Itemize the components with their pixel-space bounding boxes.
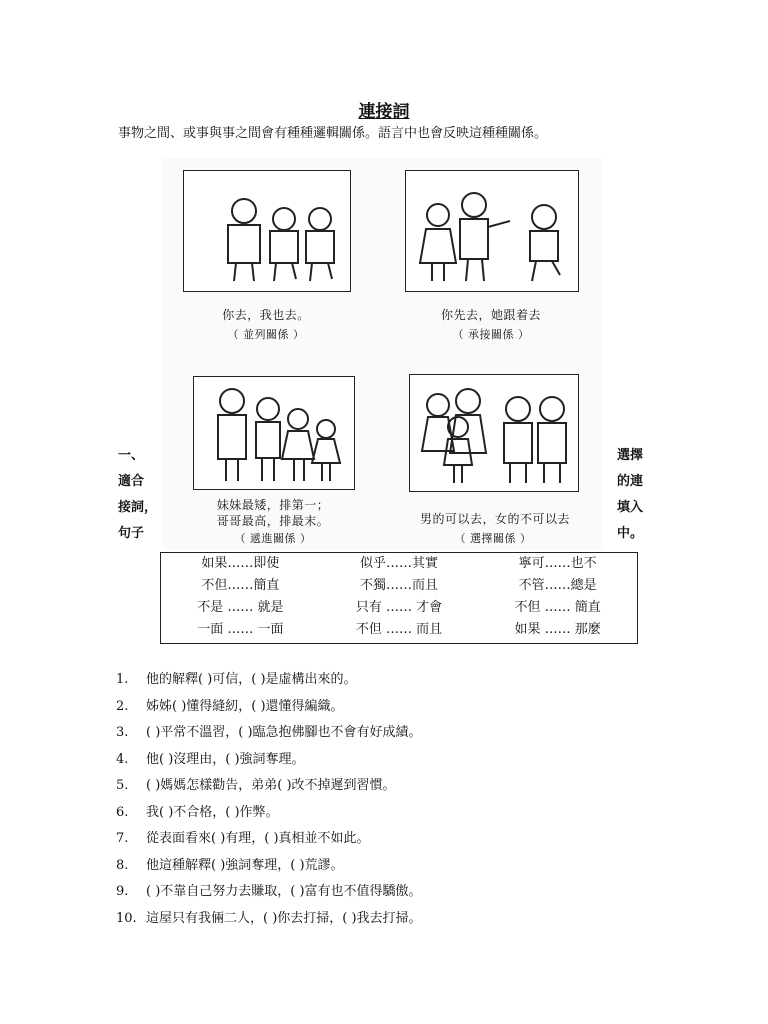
question-text: ( )平常不溫習，( )臨急抱佛腳也不會有好成績。 — [146, 725, 422, 740]
question-text: 他的解釋( )可信，( )是虛構出來的。 — [146, 672, 357, 687]
question-number: 4. — [116, 751, 129, 767]
question-text: 從表面看來( )有理，( )真相並不如此。 — [146, 831, 370, 846]
word-option: 不是 …… 就是 — [197, 600, 284, 615]
intro-text: 事物之間、或事與事之間會有種種邏輯關係。語言中也會反映這種種關係。 — [118, 126, 548, 141]
panel-parallel-caption: 你去，我也去。 — [222, 308, 310, 322]
question-text: 這屋只有我倆二人，( )你去打掃，( )我去打掃。 — [146, 910, 422, 926]
word-option: 寧可……也不 — [518, 556, 597, 571]
question-number: 10. — [116, 910, 137, 926]
panel-choice — [409, 374, 579, 492]
word-option: 不但 …… 而且 — [355, 622, 443, 637]
follow-drawing — [406, 171, 578, 291]
panel-parallel — [183, 170, 351, 292]
panel-parallel-label: （ 並列關係 ） — [227, 328, 305, 341]
question-item — [116, 720, 422, 747]
question-number: 2. — [116, 698, 129, 714]
question-text: 姊姊( )懂得縫紉，( )還懂得編織。 — [146, 698, 344, 714]
question-text: 我( )不合格，( )作弊。 — [146, 804, 279, 820]
question-item — [116, 879, 422, 906]
panel-sequential-label: （ 承接關係 ） — [452, 328, 530, 341]
relationship-illustration — [163, 158, 603, 550]
conjunction-word-box — [160, 552, 638, 644]
word-row — [161, 619, 637, 641]
word-option: 不但……簡直 — [201, 578, 280, 593]
question-item — [116, 906, 422, 933]
panel-progressive-label: （ 遞進關係 ） — [234, 532, 312, 545]
page-title: 連接詞 — [358, 102, 410, 122]
instruction-right-line: 中。 — [617, 526, 644, 541]
panel-sequential — [405, 170, 579, 292]
word-option: 不管……總是 — [518, 578, 597, 593]
question-item — [116, 694, 422, 721]
three-boys-drawing — [184, 171, 350, 291]
question-item — [116, 826, 422, 853]
word-option: 如果……即使 — [201, 556, 280, 571]
question-number: 6. — [116, 804, 129, 820]
question-item — [116, 747, 422, 774]
panel-sequential-caption: 你先去，她跟着去 — [440, 308, 541, 322]
question-item — [116, 667, 422, 694]
panel-choice-label: （ 選擇關係 ） — [454, 532, 532, 545]
question-number: 1. — [116, 672, 129, 687]
word-option: 一面 …… 一面 — [197, 622, 284, 637]
panel-choice-caption: 男的可以去，女的不可以去 — [419, 512, 570, 526]
instruction-left-line: 一、 — [118, 448, 145, 463]
word-row — [161, 575, 637, 597]
word-option: 只有 …… 才會 — [355, 600, 443, 615]
question-list — [116, 667, 422, 932]
question-number: 8. — [116, 857, 129, 873]
height-order-drawing — [194, 377, 354, 489]
boys-girls-drawing — [410, 375, 578, 491]
instruction-left-line: 適合 — [118, 474, 145, 489]
instruction-left-line: 接詞， — [118, 500, 158, 515]
word-row — [161, 597, 637, 619]
question-item — [116, 773, 422, 800]
question-text: 他( )沒理由，( )強詞奪理。 — [146, 751, 305, 767]
question-number: 3. — [116, 725, 129, 740]
instruction-right-line: 填入 — [617, 500, 644, 515]
word-row — [161, 553, 637, 575]
question-number: 7. — [116, 831, 129, 846]
instruction-right-line: 選擇 — [617, 448, 644, 463]
panel-progressive — [193, 376, 355, 490]
question-number: 5. — [116, 778, 129, 793]
instruction-left — [118, 443, 157, 547]
question-text: 他這種解釋( )強詞奪理，( )荒謬。 — [146, 857, 344, 873]
word-option: 不獨……而且 — [360, 578, 439, 593]
panel-progressive-caption-2: 哥哥最高，排最末。 — [216, 514, 330, 528]
word-option: 如果 …… 那麼 — [514, 622, 601, 637]
question-item — [116, 800, 422, 827]
panel-progressive-caption-1: 妹妹最矮，排第一； — [216, 498, 330, 512]
instruction-right — [617, 443, 643, 547]
question-text: ( )不靠自己努力去賺取，( )富有也不值得驕傲。 — [146, 884, 422, 899]
instruction-left-line: 句子 — [118, 526, 145, 541]
word-option: 不但 …… 簡直 — [514, 600, 601, 615]
question-item — [116, 853, 422, 880]
question-number: 9. — [116, 884, 129, 899]
instruction-right-line: 的連 — [617, 474, 644, 489]
question-text: ( )媽媽怎樣勸告，弟弟( )改不掉遲到習慣。 — [146, 778, 396, 793]
word-option: 似乎……其實 — [360, 556, 439, 571]
